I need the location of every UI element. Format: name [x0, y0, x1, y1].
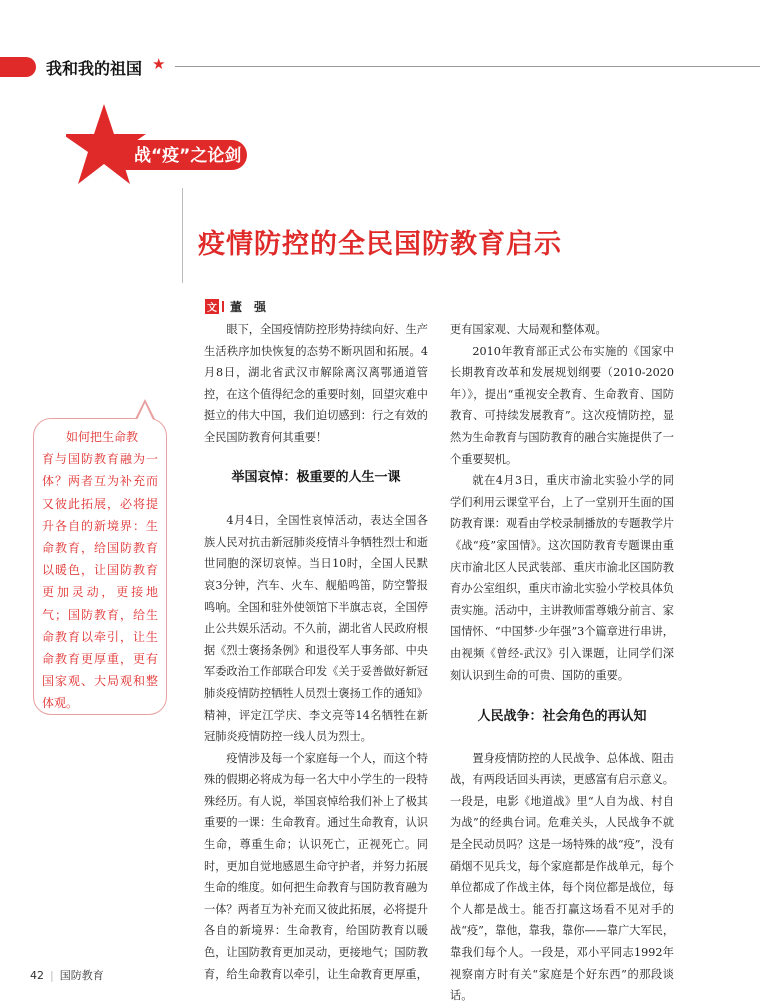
badge-text: 战“疫”之论剑: [134, 146, 242, 166]
pull-quote-first-line: 如何把生命教: [66, 430, 139, 444]
page-number: 42: [30, 969, 44, 982]
author-tag-bar: [222, 301, 224, 312]
section-badge: [66, 100, 276, 200]
paragraph: 置身疫情防控的人民战争、总体战、阻击战，有两段话回头再读，更感富有启示意义。一段是，电影《地道战》里“人自为战、村自为战”的经典台词。危难关头，人民战争不就是全民动员吗？这是一场特殊的战“疫”，没有硝烟不见兵戈，每个家庭都是作战单元，每个单位都成了作战主体，每个岗位都是战位，每个人都是战士。能否打赢这场看不见对手的战“疫”，靠他，靠我，靠你——靠广大军民，靠我们每个人。一段是，邓小平同志1992年视察南方时有关“家庭是个好东西”的那段谈话。: [450, 751, 675, 1003]
left-column: [204, 319, 428, 985]
paragraph: 更有国家观、大局观和整体观。: [450, 323, 607, 336]
section-title: 我和我的祖国: [46, 59, 143, 78]
pull-quote-notch-inner: [137, 403, 153, 420]
paragraph: 眼下，全国疫情防控形势持续向好、生产生活秩序加快恢复的态势不断巩固和拓展。4月8日，湖北省武汉市解除离汉离鄂通道管控，在这个值得纪念的重要时刻，回望灾难中挺立的伟大中国，我们迫切感到：行之有效的全民国防教育何其重要！: [204, 323, 428, 444]
author-tag: 文: [205, 299, 219, 314]
pull-quote-body: 育与国防教育融为一体？两者互为补充而又彼此拓展，必将提升各自的新境界：生命教育，给国防教育以暖色，让国防教育更加灵动，更接地气；国防教育，给生命教育以牵引，让生命教育更厚重，更有国家观、大局观和整体观。: [42, 452, 158, 711]
star-icon: ★: [152, 55, 166, 73]
footer-separator: |: [50, 969, 54, 982]
article-title: 疫情防控的全民国防教育启示: [198, 229, 562, 260]
header-accent-bar: [0, 57, 36, 77]
subheading: 人民战争：社会角色的再认知: [477, 709, 647, 725]
paragraph: 2010年教育部正式公布实施的《国家中长期教育改革和发展规划纲要（2010-2020年）》，提出“重视安全教育、生命教育、国防教育、可持续发展教育”。这次疫情防控，显然为生命教育与国防教育的融合实施提供了一个重要契机。: [450, 344, 674, 466]
author-line: [205, 298, 266, 315]
author-name: 董 强: [230, 300, 267, 314]
magazine-name: 国防教育: [59, 969, 104, 982]
right-column: [450, 319, 674, 1007]
paragraph: 就在4月3日，重庆市渝北实验小学的同学们利用云课堂平台，上了一堂别开生面的国防教育课：观看由学校录制播放的专题教学片《战“疫”家国情》。这次国防教育专题课由重庆市渝北区人民武装部、重庆市渝北区国防教育办公室组织，重庆市渝北实验小学校具体负责实施。活动中，主讲教师雷尊娥分前言、家国情怀、“中国梦·少年强”3个篇章进行串讲，由视频《曾经-武汉》引入课题，让同学们深刻认识到生命的可贵、国防的重要。: [450, 474, 674, 682]
header-divider: [175, 66, 760, 67]
paragraph: 4月4日，全国性哀悼活动，表达全国各族人民对抗击新冠肺炎疫情斗争牺牲烈士和逝世同胞的深切哀悼。当日10时，全国人民默哀3分钟，汽车、火车、舰船鸣笛，防空警报鸣响。全国和驻外使领馆下半旗志哀，全国停止公共娱乐活动。不久前，湖北省人民政府根据《烈士褒扬条例》和退役军人事务部、中央军委政治工作部联合印发《关于妥善做好新冠肺炎疫情防控牺牲人员烈士褒扬工作的通知》精神，评定江学庆、李文亮等14名牺牲在新冠肺炎疫情防控一线人员为烈士。: [204, 514, 428, 744]
paragraph: 疫情涉及每一个家庭每一个人，而这个特殊的假期必将成为每一名大中小学生的一段特殊经历。有人说，举国哀悼给我们补上了极其重要的一课：生命教育。通过生命教育，认识生命，尊重生命；认识死亡，正视死亡。同时，更加自觉地感恩生命守护者，并努力拓展生命的维度。如何把生命教育与国防教育融为一体？两者互为补充而又彼此拓展，必将提升各自的新境界：生命教育，给国防教育以暖色，让国防教育更加灵动，更接地气；国防教育，给生命教育以牵引，让生命教育更厚重，: [204, 751, 428, 981]
page-footer: [30, 967, 104, 983]
pull-quote-text: [42, 426, 158, 715]
subheading: 举国哀悼：极重要的人生一课: [231, 469, 401, 485]
